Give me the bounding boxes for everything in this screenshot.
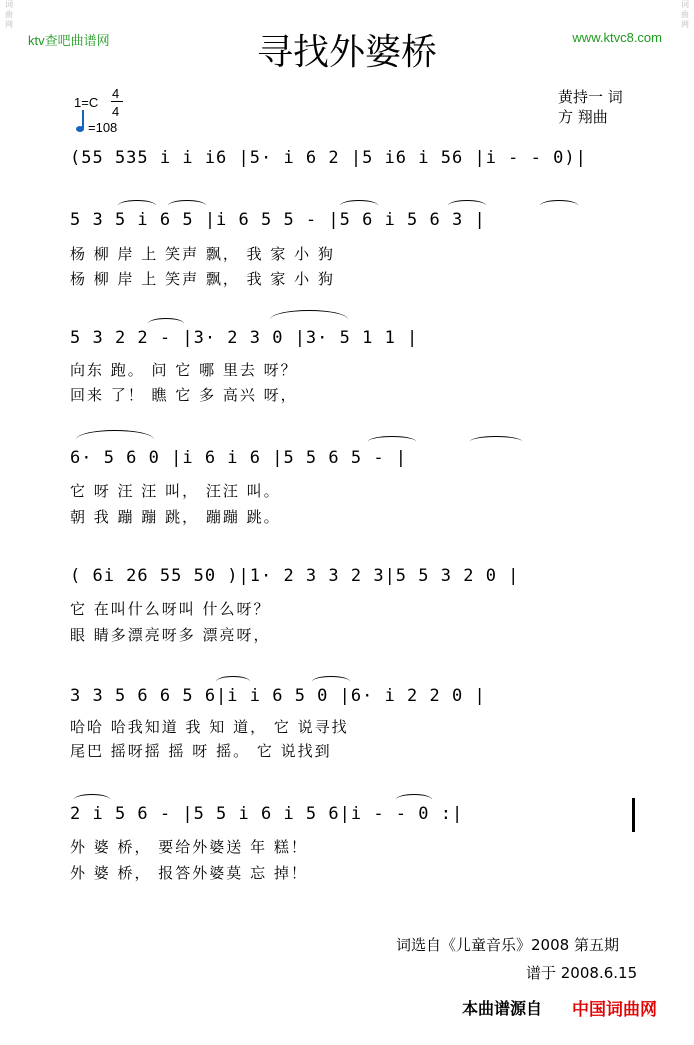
source-citation: 词选自《儿童音乐》2008 第五期 — [396, 936, 619, 954]
lyrics-row-2-verse-2: 杨 柳 岸 上 笑声 飘， 我 家 小 狗 — [70, 270, 335, 288]
lyrics-row-5-verse-1: 它 在叫什么呀叫 什么呀？ — [70, 600, 271, 618]
slur — [470, 436, 522, 447]
tempo-marking: =108 — [88, 120, 118, 135]
time-signature-top: 4 — [112, 86, 120, 101]
score-date: 谱于 2008.6.15 — [526, 964, 638, 982]
lyrics-row-3-verse-1: 向东 跑。 问 它 哪 里去 呀？ — [70, 361, 298, 379]
slur — [270, 310, 348, 329]
slur — [448, 200, 486, 211]
notation-row-4: 6· 5 6 0 |i 6 i 6 |5 5 6 5 - | — [70, 448, 408, 468]
time-signature-bottom: 4 — [112, 104, 120, 119]
lyrics-row-2-verse-1: 杨 柳 岸 上 笑声 飘， 我 家 小 狗 — [70, 245, 335, 263]
slur — [148, 318, 184, 329]
slur — [74, 794, 110, 805]
notation-row-2: 5 3 5 i 6 5 |i 6 5 5 - |5 6 i 5 6 3 | — [70, 210, 486, 230]
right-watermark-column: 词曲网 — [681, 0, 689, 29]
lyrics-row-6-verse-1: 哈哈 哈我知道 我 知 道， 它 说寻找 — [70, 718, 349, 736]
notation-row-3: 5 3 2 2 - |3· 2 3 0 |3· 5 1 1 | — [70, 328, 419, 348]
footer-site-link[interactable]: 中国词曲网 — [572, 1000, 657, 1020]
notation-row-1: (55 535 i i i6 |5· i 6 2 |5 i6 i 56 |i - - 0)| — [70, 148, 587, 168]
quarter-note-icon — [82, 110, 84, 128]
slur — [76, 430, 154, 449]
site-right-link[interactable]: www.ktvc8.com — [572, 30, 662, 45]
time-signature-line — [111, 101, 123, 102]
left-watermark-column: 词曲网 — [5, 0, 13, 29]
song-title: 寻找外婆桥 — [256, 32, 437, 73]
slur — [368, 436, 416, 447]
final-barline — [632, 798, 635, 832]
notation-row-5: ( 6i 26 55 50 )|1· 2 3 3 2 3|5 5 3 2 0 | — [70, 566, 520, 586]
site-left-link[interactable]: ktv查吧曲谱网 — [28, 33, 110, 48]
lyrics-row-4-verse-1: 它 呀 汪 汪 叫， 汪汪 叫。 — [70, 482, 281, 500]
lyrics-row-7-verse-2: 外 婆 桥， 报答外婆莫 忘 掉！ — [70, 864, 308, 882]
slur — [312, 676, 350, 687]
slur — [216, 676, 250, 687]
slur — [540, 200, 578, 211]
slur — [168, 200, 206, 211]
notation-row-7: 2 i 5 6 - |5 5 i 6 i 5 6|i - - 0 :| — [70, 804, 464, 824]
slur — [340, 200, 378, 211]
lyrics-row-5-verse-2: 眼 睛多漂亮呀多 漂亮呀， — [70, 626, 271, 644]
footer-label: 本曲谱源自 — [462, 999, 543, 1018]
slur — [396, 794, 432, 805]
composer-credit: 方 翔曲 — [558, 108, 608, 126]
lyricist-credit: 黄持一 词 — [558, 88, 623, 106]
slur — [118, 200, 156, 211]
quarter-note-head-icon — [76, 126, 84, 132]
lyrics-row-6-verse-2: 尾巴 摇呀摇 摇 呀 摇。 它 说找到 — [70, 742, 332, 760]
lyrics-row-7-verse-1: 外 婆 桥， 要给外婆送 年 糕！ — [70, 838, 308, 856]
lyrics-row-3-verse-2: 回来 了！ 瞧 它 多 高兴 呀， — [70, 386, 298, 404]
lyrics-row-4-verse-2: 朝 我 蹦 蹦 跳， 蹦蹦 跳。 — [70, 508, 281, 526]
key-signature: 1=C — [74, 95, 99, 110]
notation-row-6: 3 3 5 6 6 5 6|i i 6 5 0 |6· i 2 2 0 | — [70, 686, 486, 706]
